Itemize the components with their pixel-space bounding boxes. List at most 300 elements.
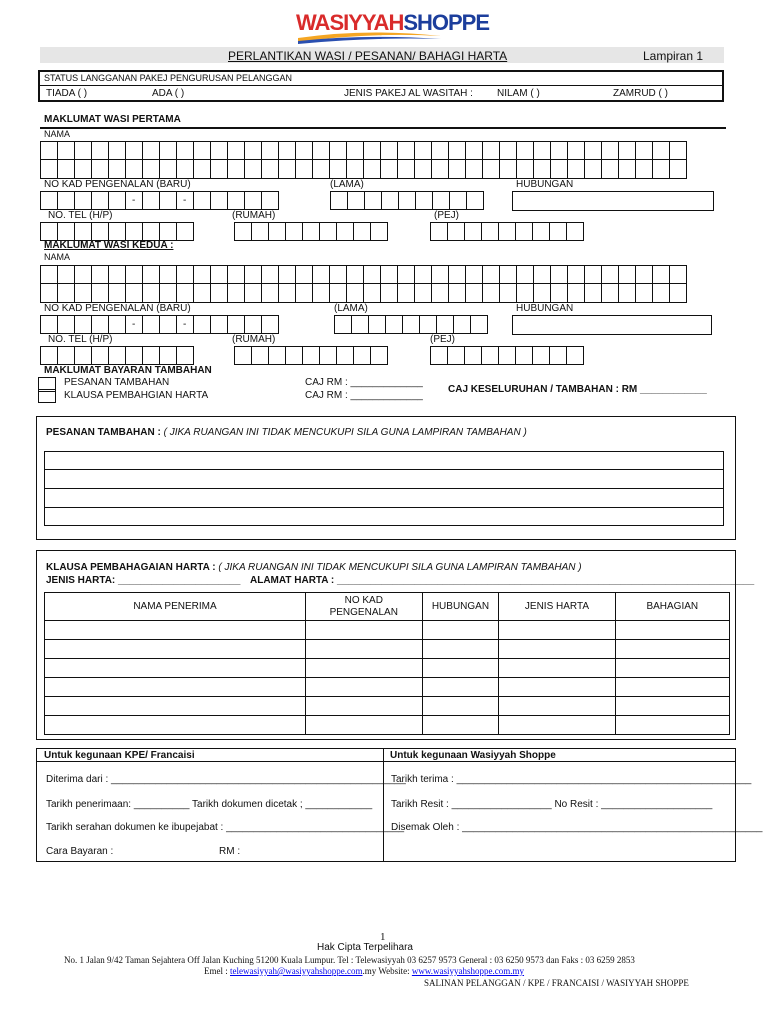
char-cell[interactable] xyxy=(193,191,211,210)
char-cell[interactable] xyxy=(601,141,619,160)
char-cell[interactable] xyxy=(669,141,687,160)
wasi1-tel-pej-field[interactable] xyxy=(430,222,583,241)
char-cell[interactable] xyxy=(91,346,109,365)
char-cell[interactable] xyxy=(432,191,450,210)
char-cell[interactable] xyxy=(449,191,467,210)
tarikh-terima[interactable]: Tarikh terima : _____________________________________________________ xyxy=(391,774,752,785)
char-cell[interactable] xyxy=(402,315,420,334)
char-cell[interactable] xyxy=(312,283,330,303)
char-cell[interactable] xyxy=(533,265,551,284)
char-cell[interactable] xyxy=(176,159,194,179)
char-cell[interactable] xyxy=(550,283,568,303)
char-cell[interactable] xyxy=(244,283,262,303)
char-cell[interactable] xyxy=(74,265,92,284)
rm-label[interactable]: RM : xyxy=(219,846,241,857)
char-cell[interactable] xyxy=(159,222,177,241)
char-cell[interactable] xyxy=(533,283,551,303)
char-cell[interactable] xyxy=(464,222,482,241)
char-cell[interactable] xyxy=(227,265,245,284)
char-cell[interactable] xyxy=(499,159,517,179)
char-cell[interactable] xyxy=(447,222,465,241)
char-cell[interactable] xyxy=(347,191,365,210)
wasi2-hubungan-field[interactable] xyxy=(512,315,712,335)
char-cell[interactable] xyxy=(295,141,313,160)
wasi1-tel-rumah-field[interactable] xyxy=(234,222,387,241)
char-cell[interactable] xyxy=(57,159,75,179)
table-row[interactable] xyxy=(45,640,730,659)
char-cell[interactable] xyxy=(414,265,432,284)
char-cell[interactable] xyxy=(108,315,126,334)
char-cell[interactable] xyxy=(431,283,449,303)
char-cell[interactable] xyxy=(176,346,194,365)
char-cell[interactable] xyxy=(125,346,143,365)
char-cell[interactable] xyxy=(385,315,403,334)
char-cell[interactable] xyxy=(91,283,109,303)
char-cell[interactable] xyxy=(193,315,211,334)
char-cell[interactable] xyxy=(550,141,568,160)
char-cell[interactable] xyxy=(346,283,364,303)
char-cell[interactable] xyxy=(567,265,585,284)
char-cell[interactable] xyxy=(227,159,245,179)
char-cell[interactable] xyxy=(91,315,109,334)
char-cell[interactable] xyxy=(261,191,279,210)
char-cell[interactable] xyxy=(516,265,534,284)
char-cell[interactable] xyxy=(533,141,551,160)
char-cell[interactable] xyxy=(244,265,262,284)
char-cell[interactable] xyxy=(319,222,337,241)
char-cell[interactable] xyxy=(566,222,584,241)
char-cell[interactable] xyxy=(482,141,500,160)
char-cell[interactable] xyxy=(159,191,177,210)
table-row[interactable] xyxy=(45,716,730,735)
char-cell[interactable] xyxy=(381,191,399,210)
char-cell[interactable] xyxy=(40,283,58,303)
wasi1-hubungan-field[interactable] xyxy=(512,191,714,211)
table-row[interactable] xyxy=(45,697,730,716)
char-cell[interactable] xyxy=(515,346,533,365)
char-cell[interactable] xyxy=(57,141,75,160)
char-cell[interactable] xyxy=(370,346,388,365)
char-cell[interactable] xyxy=(482,159,500,179)
char-cell[interactable] xyxy=(363,283,381,303)
char-cell[interactable] xyxy=(353,346,371,365)
char-cell[interactable] xyxy=(108,265,126,284)
char-cell[interactable] xyxy=(74,191,92,210)
char-cell[interactable] xyxy=(210,141,228,160)
char-cell[interactable] xyxy=(142,159,160,179)
char-cell[interactable] xyxy=(635,265,653,284)
char-cell[interactable] xyxy=(40,265,58,284)
char-cell[interactable] xyxy=(74,159,92,179)
char-cell[interactable] xyxy=(159,265,177,284)
char-cell[interactable] xyxy=(368,315,386,334)
char-cell[interactable] xyxy=(430,346,448,365)
char-cell[interactable] xyxy=(159,283,177,303)
char-cell[interactable] xyxy=(142,222,160,241)
char-cell[interactable] xyxy=(261,141,279,160)
char-cell[interactable] xyxy=(227,141,245,160)
char-cell[interactable] xyxy=(142,283,160,303)
char-cell[interactable] xyxy=(363,141,381,160)
tarikh-penerimaan[interactable]: Tarikh penerimaan: __________ Tarikh dokumen dicetak ; ____________ xyxy=(46,799,373,810)
char-cell[interactable] xyxy=(550,265,568,284)
char-cell[interactable] xyxy=(40,222,58,241)
klausa-checkbox[interactable] xyxy=(38,389,56,403)
char-cell[interactable] xyxy=(295,283,313,303)
char-cell[interactable] xyxy=(363,265,381,284)
char-cell[interactable] xyxy=(635,159,653,179)
zamrud-option[interactable]: ZAMRUD ( ) xyxy=(613,88,668,99)
char-cell[interactable] xyxy=(415,191,433,210)
tiada-option[interactable]: TIADA ( ) xyxy=(46,88,88,99)
char-cell[interactable] xyxy=(210,159,228,179)
char-cell[interactable] xyxy=(363,159,381,179)
table-row[interactable] xyxy=(45,621,730,640)
char-cell[interactable] xyxy=(142,265,160,284)
char-cell[interactable] xyxy=(346,159,364,179)
wasi2-tel-pej-field[interactable] xyxy=(430,346,583,365)
alamat-harta-label: ALAMAT HARTA : ___________________________________________________________________________ xyxy=(250,575,755,586)
char-cell[interactable] xyxy=(549,222,567,241)
char-cell[interactable] xyxy=(481,346,499,365)
wasi1-ic-baru-field[interactable] xyxy=(40,191,278,210)
char-cell[interactable] xyxy=(370,222,388,241)
char-cell[interactable] xyxy=(91,159,109,179)
char-cell[interactable] xyxy=(516,141,534,160)
bayaran-title: MAKLUMAT BAYARAN TAMBAHAN xyxy=(44,365,212,376)
char-cell[interactable] xyxy=(91,265,109,284)
char-cell[interactable] xyxy=(285,222,303,241)
char-cell[interactable] xyxy=(268,346,286,365)
char-cell[interactable] xyxy=(142,191,160,210)
char-cell[interactable] xyxy=(448,283,466,303)
char-cell[interactable] xyxy=(652,283,670,303)
char-cell[interactable] xyxy=(353,222,371,241)
char-cell[interactable] xyxy=(159,159,177,179)
char-cell[interactable] xyxy=(244,159,262,179)
char-cell[interactable]: - xyxy=(176,315,194,334)
diterima-dari[interactable]: Diterima dari : _____________________________________________________ xyxy=(46,774,406,785)
char-cell[interactable] xyxy=(261,265,279,284)
char-cell[interactable] xyxy=(380,265,398,284)
page-number: 1 xyxy=(380,931,386,943)
char-cell[interactable] xyxy=(550,159,568,179)
char-cell[interactable] xyxy=(57,265,75,284)
char-cell[interactable] xyxy=(499,141,517,160)
char-cell[interactable] xyxy=(652,265,670,284)
char-cell[interactable] xyxy=(125,141,143,160)
char-cell[interactable] xyxy=(431,159,449,179)
char-cell[interactable] xyxy=(465,265,483,284)
char-cell[interactable] xyxy=(532,346,550,365)
char-cell[interactable] xyxy=(108,346,126,365)
char-cell[interactable] xyxy=(210,315,228,334)
char-cell[interactable] xyxy=(74,315,92,334)
wasi2-tel-pej-label: (PEJ) xyxy=(430,334,455,345)
char-cell[interactable] xyxy=(669,159,687,179)
char-cell[interactable] xyxy=(567,283,585,303)
email-link[interactable]: telewasiyyah@wasiyyahshoppe.com xyxy=(230,966,363,976)
char-cell[interactable] xyxy=(234,346,252,365)
nilam-option[interactable]: NILAM ( ) xyxy=(497,88,540,99)
char-cell[interactable] xyxy=(448,141,466,160)
char-cell[interactable] xyxy=(295,159,313,179)
char-cell[interactable] xyxy=(436,315,454,334)
char-cell[interactable] xyxy=(176,265,194,284)
char-cell[interactable] xyxy=(142,315,160,334)
char-cell[interactable] xyxy=(532,222,550,241)
cara-bayaran[interactable]: Cara Bayaran : xyxy=(46,846,114,857)
caj-rm-1: CAJ RM : _____________ xyxy=(305,377,423,388)
char-cell[interactable] xyxy=(465,283,483,303)
wasi2-ic-baru-label: NO KAD PENGENALAN (BARU) xyxy=(44,303,191,314)
char-cell[interactable] xyxy=(516,283,534,303)
char-cell[interactable] xyxy=(40,141,58,160)
char-cell[interactable] xyxy=(278,141,296,160)
char-cell[interactable] xyxy=(227,283,245,303)
char-cell[interactable] xyxy=(669,283,687,303)
wasi2-ic-lama-field[interactable] xyxy=(334,315,487,334)
char-cell[interactable] xyxy=(566,346,584,365)
char-cell[interactable] xyxy=(499,265,517,284)
col-jenis-harta: JENIS HARTA xyxy=(499,593,615,621)
char-cell[interactable] xyxy=(499,283,517,303)
char-cell[interactable] xyxy=(465,141,483,160)
char-cell[interactable] xyxy=(278,159,296,179)
char-cell[interactable] xyxy=(108,191,126,210)
char-cell[interactable] xyxy=(329,159,347,179)
char-cell[interactable] xyxy=(251,346,269,365)
char-cell[interactable] xyxy=(584,283,602,303)
char-cell[interactable] xyxy=(227,315,245,334)
wasi1-tel-hp-field[interactable] xyxy=(40,222,193,241)
char-cell[interactable] xyxy=(567,159,585,179)
char-cell[interactable] xyxy=(414,141,432,160)
char-cell[interactable] xyxy=(302,222,320,241)
table-row[interactable] xyxy=(45,678,730,697)
char-cell[interactable] xyxy=(57,283,75,303)
char-cell[interactable] xyxy=(193,283,211,303)
char-cell[interactable] xyxy=(159,346,177,365)
char-cell[interactable] xyxy=(652,159,670,179)
char-cell[interactable] xyxy=(125,222,143,241)
char-cell[interactable] xyxy=(635,283,653,303)
char-cell[interactable] xyxy=(498,222,516,241)
char-cell[interactable] xyxy=(244,141,262,160)
table-row[interactable] xyxy=(45,659,730,678)
char-cell[interactable] xyxy=(481,222,499,241)
char-cell[interactable] xyxy=(329,265,347,284)
char-cell[interactable] xyxy=(380,159,398,179)
char-cell[interactable] xyxy=(176,222,194,241)
wasi2-tel-rumah-field[interactable] xyxy=(234,346,387,365)
char-cell[interactable] xyxy=(244,315,262,334)
char-cell[interactable] xyxy=(176,283,194,303)
char-cell[interactable] xyxy=(567,141,585,160)
char-cell[interactable] xyxy=(40,191,58,210)
char-cell[interactable] xyxy=(40,346,58,365)
char-cell[interactable] xyxy=(516,159,534,179)
char-cell[interactable] xyxy=(397,141,415,160)
char-cell[interactable] xyxy=(414,159,432,179)
char-cell[interactable] xyxy=(159,141,177,160)
char-cell[interactable] xyxy=(312,265,330,284)
char-cell[interactable] xyxy=(142,141,160,160)
char-cell[interactable] xyxy=(210,191,228,210)
char-cell[interactable] xyxy=(466,191,484,210)
wasi1-nama-row1[interactable] xyxy=(40,141,686,160)
char-cell[interactable] xyxy=(364,191,382,210)
char-cell[interactable] xyxy=(430,222,448,241)
char-cell[interactable] xyxy=(419,315,437,334)
char-cell[interactable] xyxy=(470,315,488,334)
char-cell[interactable] xyxy=(584,141,602,160)
char-cell[interactable] xyxy=(74,222,92,241)
char-cell[interactable] xyxy=(397,159,415,179)
char-cell[interactable] xyxy=(330,191,348,210)
char-cell[interactable] xyxy=(125,283,143,303)
char-cell[interactable] xyxy=(414,283,432,303)
char-cell[interactable] xyxy=(142,346,160,365)
char-cell[interactable] xyxy=(618,141,636,160)
tarikh-serahan[interactable]: Tarikh serahan dokumen ke ibupejabat : ________________________________ xyxy=(46,822,405,833)
char-cell[interactable] xyxy=(482,283,500,303)
char-cell[interactable] xyxy=(380,283,398,303)
char-cell[interactable] xyxy=(261,315,279,334)
char-cell[interactable] xyxy=(57,346,75,365)
char-cell[interactable] xyxy=(447,346,465,365)
char-cell[interactable] xyxy=(108,283,126,303)
char-cell[interactable] xyxy=(618,283,636,303)
char-cell[interactable] xyxy=(278,265,296,284)
char-cell[interactable] xyxy=(351,315,369,334)
char-cell[interactable] xyxy=(465,159,483,179)
char-cell[interactable] xyxy=(380,141,398,160)
char-cell[interactable] xyxy=(227,191,245,210)
website-link[interactable]: www.wasiyyahshoppe.com.my xyxy=(411,966,525,976)
char-cell[interactable] xyxy=(464,346,482,365)
char-cell[interactable] xyxy=(453,315,471,334)
disemak-oleh[interactable]: Disemak Oleh : ______________________________________________________ xyxy=(391,822,763,833)
char-cell[interactable] xyxy=(601,159,619,179)
char-cell[interactable] xyxy=(346,265,364,284)
char-cell[interactable] xyxy=(635,141,653,160)
char-cell[interactable] xyxy=(448,265,466,284)
char-cell[interactable] xyxy=(108,141,126,160)
wasi2-tel-hp-field[interactable] xyxy=(40,346,193,365)
char-cell[interactable] xyxy=(319,346,337,365)
char-cell[interactable] xyxy=(336,346,354,365)
char-cell[interactable] xyxy=(57,191,75,210)
wasi1-tel-hp-label: NO. TEL (H/P) xyxy=(48,210,113,221)
char-cell[interactable] xyxy=(40,315,58,334)
char-cell[interactable] xyxy=(234,222,252,241)
char-cell[interactable] xyxy=(108,222,126,241)
char-cell[interactable] xyxy=(125,159,143,179)
char-cell[interactable] xyxy=(40,159,58,179)
char-cell[interactable] xyxy=(515,222,533,241)
char-cell[interactable] xyxy=(261,159,279,179)
char-cell[interactable]: - xyxy=(176,191,194,210)
char-cell[interactable] xyxy=(312,159,330,179)
char-cell[interactable] xyxy=(210,265,228,284)
char-cell[interactable]: - xyxy=(125,315,143,334)
char-cell[interactable] xyxy=(431,141,449,160)
char-cell[interactable] xyxy=(285,346,303,365)
form-title: PERLANTIKAN WASI / PESANAN/ BAHAGI HARTA xyxy=(228,49,508,63)
char-cell[interactable] xyxy=(159,315,177,334)
char-cell[interactable] xyxy=(176,141,194,160)
wasi1-nama-row2[interactable] xyxy=(40,159,686,179)
char-cell[interactable] xyxy=(482,265,500,284)
char-cell[interactable]: - xyxy=(125,191,143,210)
char-cell[interactable] xyxy=(398,191,416,210)
char-cell[interactable] xyxy=(618,159,636,179)
char-cell[interactable] xyxy=(312,141,330,160)
char-cell[interactable] xyxy=(108,159,126,179)
char-cell[interactable] xyxy=(57,222,75,241)
char-cell[interactable] xyxy=(584,265,602,284)
char-cell[interactable] xyxy=(57,315,75,334)
char-cell[interactable] xyxy=(210,283,228,303)
wasi2-ic-baru-field[interactable] xyxy=(40,315,278,334)
wasi1-ic-lama-field[interactable] xyxy=(330,191,483,210)
char-cell[interactable] xyxy=(125,265,143,284)
char-cell[interactable] xyxy=(334,315,352,334)
char-cell[interactable] xyxy=(601,283,619,303)
char-cell[interactable] xyxy=(336,222,354,241)
ada-option[interactable]: ADA ( ) xyxy=(152,88,185,99)
char-cell[interactable] xyxy=(431,265,449,284)
char-cell[interactable] xyxy=(261,283,279,303)
char-cell[interactable] xyxy=(91,191,109,210)
char-cell[interactable] xyxy=(618,265,636,284)
char-cell[interactable] xyxy=(295,265,313,284)
char-cell[interactable] xyxy=(268,222,286,241)
char-cell[interactable] xyxy=(533,159,551,179)
char-cell[interactable] xyxy=(302,346,320,365)
char-cell[interactable] xyxy=(74,141,92,160)
char-cell[interactable] xyxy=(329,283,347,303)
char-cell[interactable] xyxy=(652,141,670,160)
char-cell[interactable] xyxy=(601,265,619,284)
char-cell[interactable] xyxy=(74,283,92,303)
char-cell[interactable] xyxy=(74,346,92,365)
tarikh-resit[interactable]: Tarikh Resit : __________________ No Resit : ____________________ xyxy=(391,799,713,810)
char-cell[interactable] xyxy=(329,141,347,160)
char-cell[interactable] xyxy=(584,159,602,179)
wasi2-nama-row2[interactable] xyxy=(40,283,686,303)
char-cell[interactable] xyxy=(397,265,415,284)
char-cell[interactable] xyxy=(549,346,567,365)
char-cell[interactable] xyxy=(91,222,109,241)
char-cell[interactable] xyxy=(448,159,466,179)
char-cell[interactable] xyxy=(193,159,211,179)
wasi2-nama-row1[interactable] xyxy=(40,265,686,284)
char-cell[interactable] xyxy=(346,141,364,160)
char-cell[interactable] xyxy=(193,141,211,160)
char-cell[interactable] xyxy=(278,283,296,303)
char-cell[interactable] xyxy=(397,283,415,303)
char-cell[interactable] xyxy=(244,191,262,210)
char-cell[interactable] xyxy=(669,265,687,284)
wasi2-tel-rumah-label: (RUMAH) xyxy=(232,334,276,345)
char-cell[interactable] xyxy=(193,265,211,284)
lampiran-label: Lampiran 1 xyxy=(643,49,704,63)
char-cell[interactable] xyxy=(251,222,269,241)
char-cell[interactable] xyxy=(91,141,109,160)
char-cell[interactable] xyxy=(498,346,516,365)
